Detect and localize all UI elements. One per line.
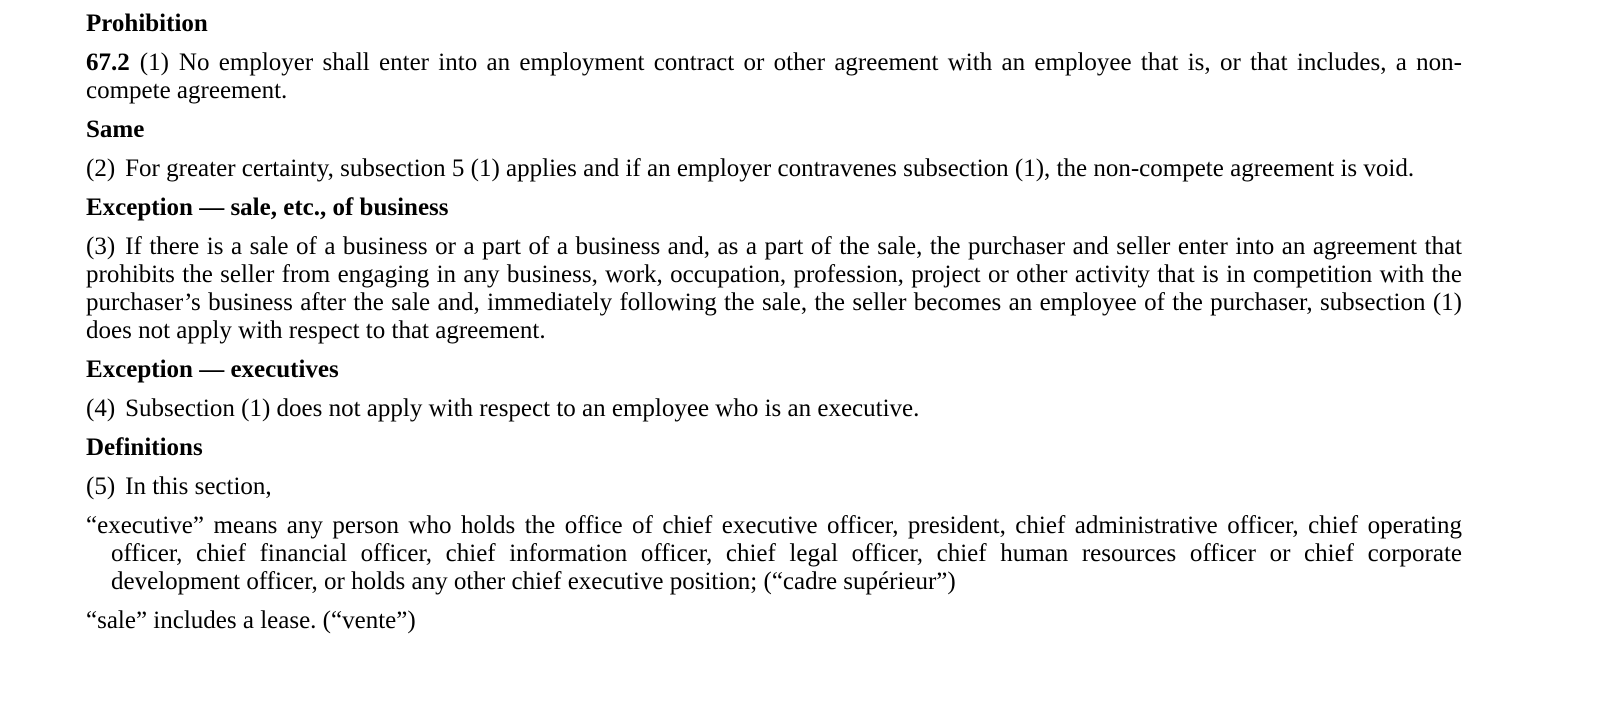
heading-exception-sale: Exception — sale, etc., of business — [86, 194, 449, 221]
subsection-3 — [86, 233, 1462, 345]
subsection-1-text: No employer shall enter into an employment contract or other agreement with an employee that is, or that includes, a non-compete agreement. — [86, 49, 1462, 104]
statute-document — [86, 10, 1462, 635]
definition-executive: “executive” means any person who holds the office of chief executive officer, president, chief administrative officer, chief operating officer, chief financial officer, chief information officer, chief legal officer, chief human resources officer or chief corporate development officer, or holds any other chief executive position; (“cadre supérieur”) — [86, 512, 1462, 595]
subsection-2 — [86, 155, 1462, 183]
definition-sale: “sale” includes a lease. (“vente”) — [86, 607, 416, 634]
heading-prohibition: Prohibition — [86, 10, 208, 37]
subsection-2-label: (2) — [86, 155, 116, 182]
subsection-2-text: For greater certainty, subsection 5 (1) applies and if an employer contravenes subsection (1), the non-compete agreement is void. — [125, 155, 1415, 182]
subsection-1 — [86, 49, 1462, 105]
subsection-4-label: (4) — [86, 395, 116, 422]
heading-exception-executives: Exception — executives — [86, 356, 339, 383]
heading-definitions: Definitions — [86, 434, 203, 461]
subsection-3-label: (3) — [86, 233, 116, 260]
subsection-5 — [86, 473, 1462, 501]
subsection-5-text: In this section, — [125, 473, 272, 500]
heading-same: Same — [86, 116, 145, 143]
section-number: 67.2 — [86, 49, 130, 76]
subsection-1-label: (1) — [139, 49, 169, 76]
subsection-5-label: (5) — [86, 473, 116, 500]
subsection-4 — [86, 395, 1462, 423]
subsection-3-text: If there is a sale of a business or a part of a business and, as a part of the sale, the purchaser and seller enter into an agreement that prohibits the seller from engaging in any business, work, occupation, profession, project or other activity that is in competition with the purchaser’s business after the sale and, immediately following the sale, the seller becomes an employee of the purchaser, subsection (1) does not apply with respect to that agreement. — [86, 233, 1462, 344]
subsection-4-text: Subsection (1) does not apply with respect to an employee who is an executive. — [125, 395, 920, 422]
